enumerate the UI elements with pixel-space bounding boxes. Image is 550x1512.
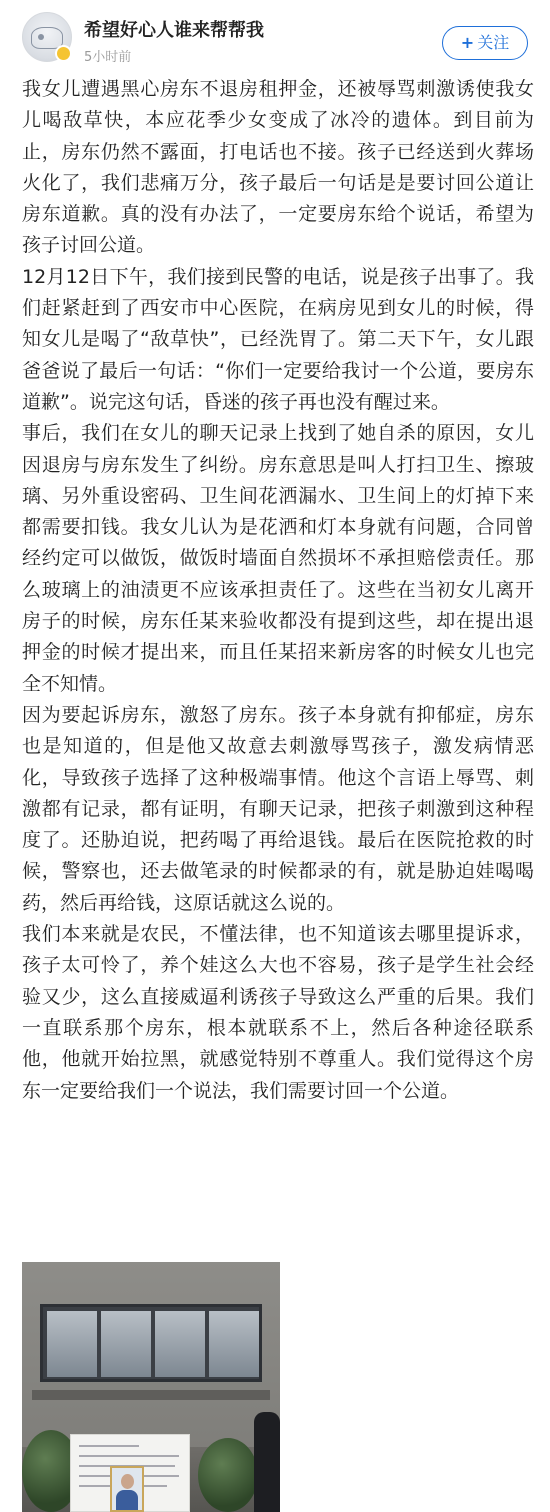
follow-label: 关注 [477, 33, 510, 52]
post-body [22, 74, 534, 1107]
post-timestamp: 5小时前 [84, 50, 132, 65]
post-paragraph: 因为要起诉房东，激怒了房东。孩子本身就有抑郁症，房东也是知道的，但是他又故意去刺激辱骂孩子，激发病情恶化，导致孩子选择了这种极端事情。他这个言语上辱骂、刺激都有记录，都有证明，有聊天记录，把孩子刺激到这种程度了。还胁迫说，把药喝了再给退钱。最后在医院抢救的时候，警察也，还去做笔录的时候都录的有，就是胁迫娃喝喝药，然后再给钱，这原话就这么说的。 [22, 703, 534, 914]
portrait-photo [110, 1466, 144, 1512]
window-pane [209, 1311, 259, 1377]
post-paragraph: 事后，我们在女儿的聊天记录上找到了她自杀的原因，女儿因退房与房东发生了纠纷。房东意思是叫人打扫卫生、擦玻璃、另外重设密码、卫生间花洒漏水、卫生间上的灯掉下来都需要扣钱。我女儿认为是花洒和灯本身就有问题，合同曾经约定可以做饭，做饭时墙面自然损坏不承担赔偿责任。那么玻璃上的油渍更不应该承担责任了。这些在当初女儿离开房子的时候，房东任某来验收都没有提到这些，却在提出退押金的时候才提出来，而且任某招来新房客的时候女儿也完全不知情。 [22, 422, 534, 695]
window-pane [47, 1311, 97, 1377]
follow-button[interactable] [442, 26, 528, 60]
username[interactable]: 希望好心人谁来帮帮我 [84, 20, 264, 41]
image-window [40, 1304, 262, 1382]
post-header [0, 0, 550, 72]
post-paragraph: 我女儿遭遇黑心房东不退房租押金，还被辱骂刺激诱使我女儿喝敌草快，本应花季少女变成了冰冷的遗体。到目前为止，房东仍然不露面，打电话也不接。孩子已经送到火葬场火化了，我们悲痛万分，孩子最后一句话是是要讨回公道让房东道歉。真的没有办法了，一定要房东给个说话，希望为孩子讨回公道。 [22, 78, 534, 257]
window-pane [101, 1311, 151, 1377]
plus-icon: + [460, 33, 475, 52]
image-ledge [32, 1390, 270, 1400]
window-pane [155, 1311, 205, 1377]
plant-pot [198, 1438, 258, 1512]
post-image[interactable] [22, 1262, 280, 1512]
verified-badge-icon [55, 45, 72, 62]
post-paragraph: 12月12日下午，我们接到民警的电话，说是孩子出事了。我们赶紧赶到了西安市中心医院，在病房见到女儿的时候，得知女儿是喝了“敌草快”，已经洗胃了。第二天下午，女儿跟爸爸说了最后一句话：“你们一定要给我讨一个公道，要房东道歉”。说完这句话，昏迷的孩子再也没有醒过来。 [22, 265, 534, 413]
post-paragraph: 我们本来就是农民，不懂法律，也不知道该去哪里提诉求，孩子太可怜了，养个娃这么大也不容易，孩子是学生社会经验又少，这么直接威逼利诱孩子导致这么严重的后果。我们一直联系那个房东，根本就联系不上，然后各种途径联系他，他就开始拉黑，就感觉特别不尊重人。我们觉得这个房东一定要给我们一个说法，我们需要讨回一个公道。 [22, 923, 534, 1102]
standing-person [254, 1412, 280, 1512]
